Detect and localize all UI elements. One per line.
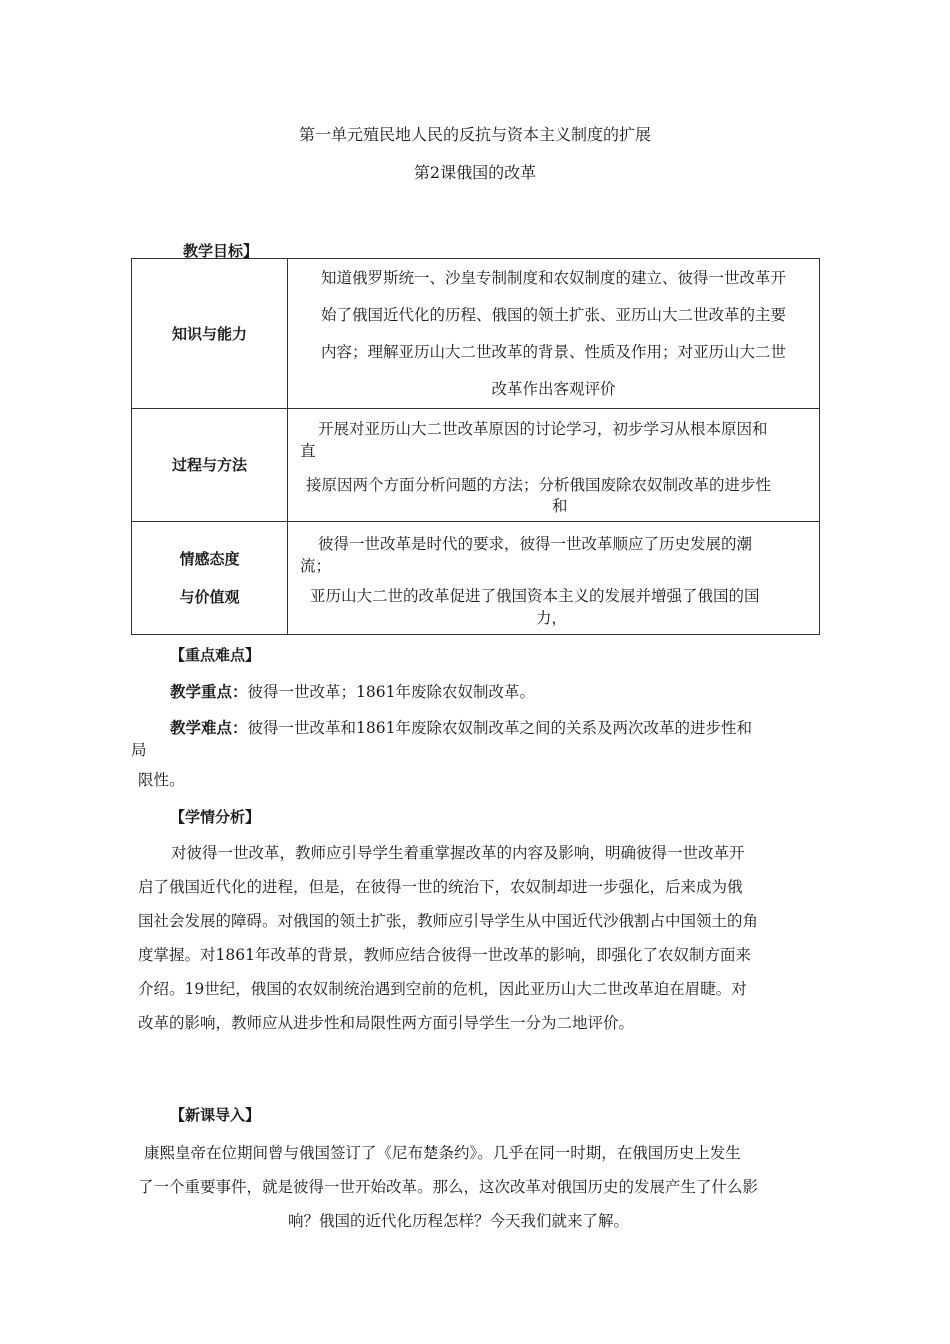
lesson-title: 第2课俄国的改革 [413,163,537,182]
objectives-table [131,258,820,635]
intro-line: 康熙皇帝在位期间曾与俄国签订了《尼布楚条约》。几乎在同一时期，在俄国历史上发生 [144,1144,741,1162]
analysis-paragraph [138,836,838,1040]
difficulty-tail: 限性。 [138,771,185,789]
content-line: 知道俄罗斯统一、沙皇专制制度和农奴制度的建立、彼得一世改革开 [320,268,786,287]
analysis-line: 介绍。19世纪，俄国的农奴制统治遇到空前的危机，因此亚历山大二世改革迫在眉睫。对 [138,980,747,998]
teaching-difficulty [170,716,752,738]
row-content [288,259,820,409]
row-label [132,409,288,522]
teaching-focus [170,680,535,702]
intro-line: 了一个重要事件，就是彼得一世开始改革。那么，这次改革对俄国历史的发展产生了什么影 [138,1178,759,1196]
intro-line: 响？俄国的近代化历程怎样？今天我们就来了解。 [288,1212,630,1230]
content-line: 和 [552,497,568,515]
row-label-text: 情感态度 [179,550,240,568]
content-line: 开展对亚历山大二世改革原因的讨论学习，初步学习从根本原因和 [318,420,768,438]
analysis-line: 改革的影响，教师应从进步性和局限性两方面引导学生一分为二地评价。 [138,1014,635,1032]
analysis-line: 启了俄国近代化的进程，但是，在彼得一世的统治下，农奴制却进一步强化，后来成为俄 [138,878,743,896]
content-line: 力， [536,609,568,627]
focus-label: 教学重点： [170,682,248,701]
analysis-line: 度掌握。对1861年改革的背景，教师应结合彼得一世改革的影响，即强化了农奴制方面来 [138,946,751,964]
table-row [132,259,820,409]
key-points-heading: 【重点难点】 [170,646,261,664]
row-label-text: 知识与能力 [171,324,247,343]
content-line: 内容；理解亚历山大二世改革的背景、性质及作用；对亚历山大二世 [320,342,786,361]
difficulty-label: 教学难点： [170,718,248,737]
analysis-heading: 【学情分析】 [170,808,261,826]
table-row [132,522,820,635]
difficulty-text: 彼得一世改革和1861年废除农奴制改革之间的关系及两次改革的进步性和 [247,719,752,737]
unit-title: 第一单元殖民地人民的反抗与资本主义制度的扩展 [298,125,651,144]
intro-paragraph [138,1136,838,1238]
content-line: 始了俄国近代化的历程、俄国的领土扩张、亚历山大二世改革的主要 [320,305,786,324]
row-label [132,522,288,635]
row-content [288,522,820,635]
table-row [132,409,820,522]
content-line: 彼得一世改革是时代的要求，彼得一世改革顺应了历史发展的潮 [318,535,753,553]
row-content [288,409,820,522]
content-line: 直 [300,442,316,460]
content-line: 亚历山大二世的改革促进了俄国资本主义的发展并增强了俄国的国 [310,587,760,605]
content-line: 改革作出客观评价 [491,379,616,398]
analysis-line: 对彼得一世改革，教师应引导学生着重掌握改革的内容及影响，明确彼得一世改革开 [171,844,745,862]
difficulty-wrap: 局 [131,741,147,759]
intro-heading: 【新课导入】 [170,1106,261,1124]
row-label [132,259,288,409]
content-line: 接原因两个方面分析问题的方法；分析俄国废除农奴制改革的进步性 [306,476,772,494]
content-line: 流； [300,557,332,575]
focus-text: 彼得一世改革；1861年废除农奴制改革。 [247,683,535,701]
analysis-line: 国社会发展的障碍。对俄国的领土扩张，教师应引导学生从中国近代沙俄割占中国领土的角 [138,912,759,930]
row-label-text: 过程与方法 [171,456,247,474]
row-label-text: 与价值观 [179,588,240,606]
objectives-heading: 教学目标】 [183,242,259,260]
